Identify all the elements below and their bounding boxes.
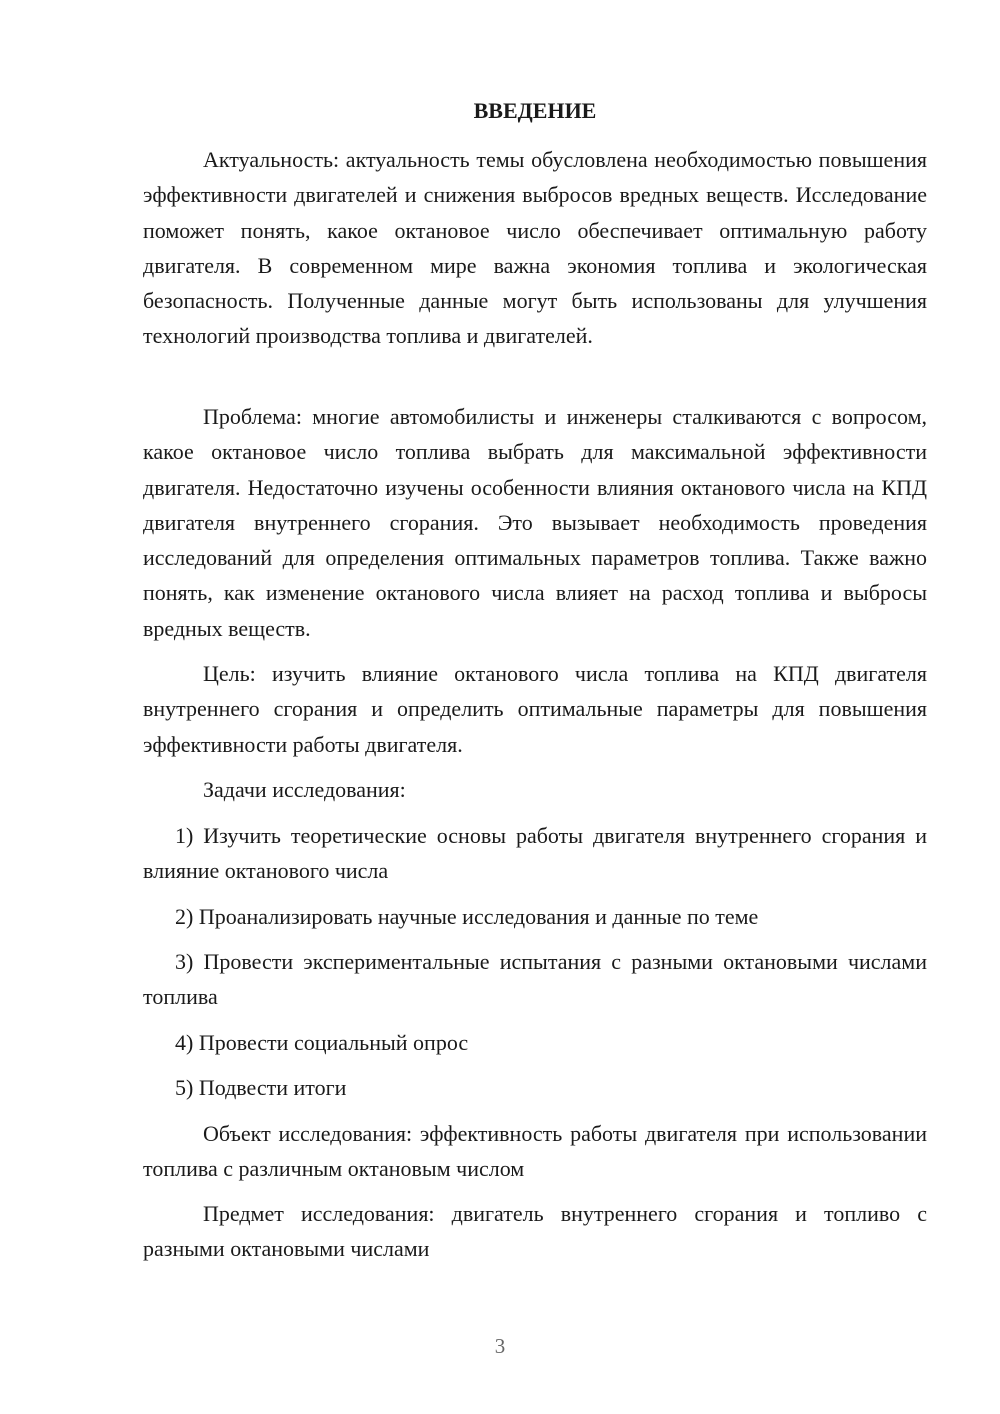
paragraph-subject: Предмет исследования: двигатель внутреннего сгорания и топливо с разными октановыми числами — [143, 1201, 927, 1262]
paragraph-goal: Цель: изучить влияние октанового числа топлива на КПД двигателя внутреннего сгорания и определить оптимальные параметры для повышения эффективности работы двигателя. — [143, 661, 927, 757]
task-item-2: 2) Проанализировать научные исследования и данные по теме — [175, 904, 759, 929]
tasks-heading: Задачи исследования: — [203, 777, 406, 802]
task-item-4: 4) Провести социальный опрос — [175, 1030, 469, 1055]
paragraph-problem: Проблема: многие автомобилисты и инженеры сталкиваются с вопросом, какое октановое число топлива выбрать для максимальной эффективности двигателя. Недостаточно изучены особенности влияния октанового числа на КПД двигателя внутреннего сгорания. Это вызывает необходимость проведения исследований для определения оптимальных параметров топлива. Также важно понять, как изменение октанового числа влияет на расход топлива и выбросы вредных веществ. — [143, 404, 927, 641]
task-item-5: 5) Подвести итоги — [175, 1075, 347, 1100]
task-item-1: 1) Изучить теоретические основы работы двигателя внутреннего сгорания и влияние октанового числа — [143, 823, 927, 884]
paragraph-object: Объект исследования: эффективность работы двигателя при использовании топлива с различным октановым числом — [143, 1121, 927, 1182]
page-title: ВВЕДЕНИЕ — [473, 98, 597, 123]
paragraph-relevance: Актуальность: актуальность темы обусловлена необходимостью повышения эффективности двигателей и снижения выбросов вредных веществ. Исследование поможет понять, какое октановое число обеспечивает оптимальную работу двигателя. В современном мире важна экономия топлива и экологическая безопасность. Полученные данные могут быть использованы для улучшения технологий производства топлива и двигателей. — [143, 147, 927, 349]
task-item-3: 3) Провести экспериментальные испытания с разными октановыми числами топлива — [143, 949, 927, 1010]
page-number: 3 — [494, 1334, 506, 1358]
